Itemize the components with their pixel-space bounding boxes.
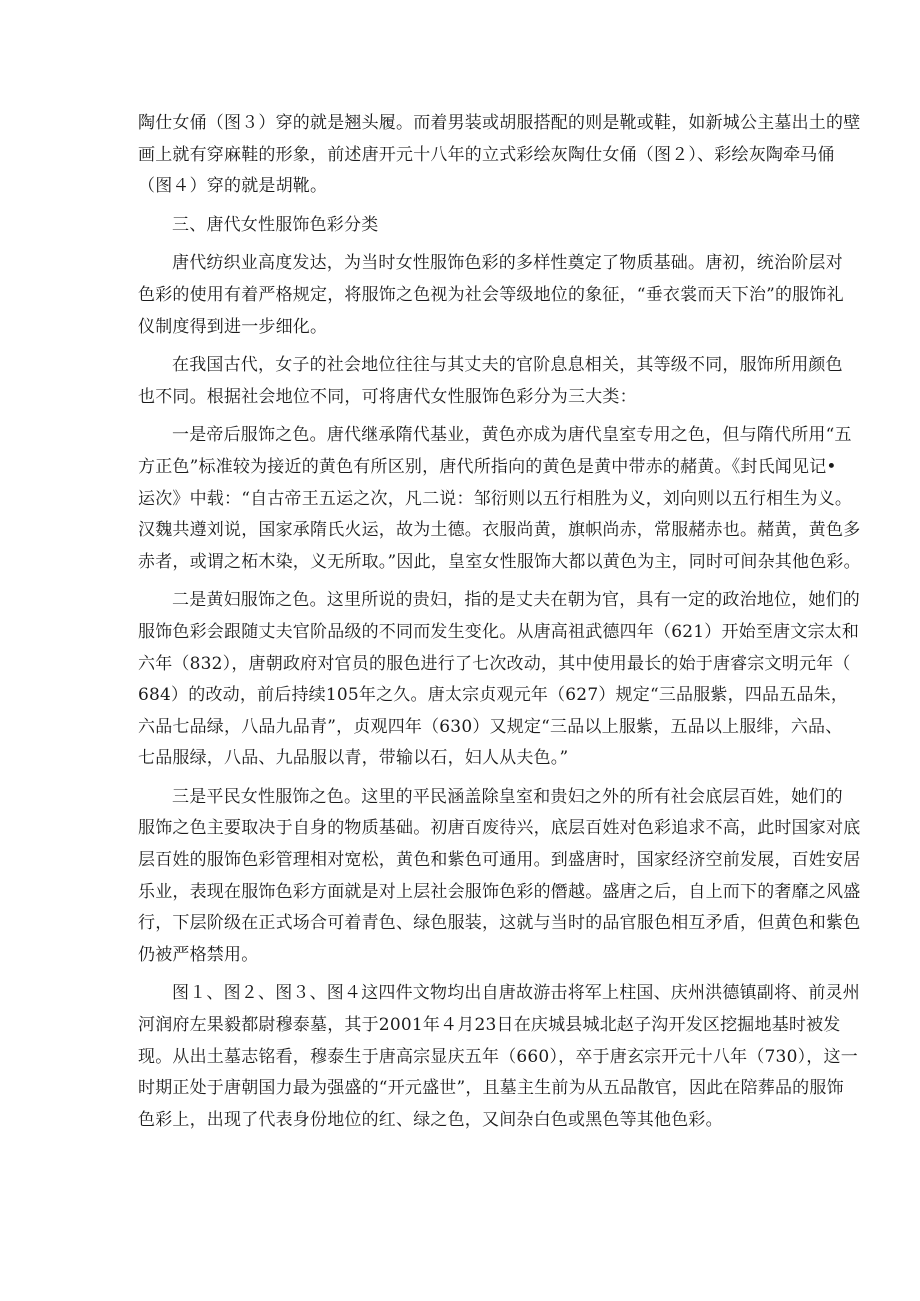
text-line: 六品七品绿，八品九品青”，贞观四年（630）又规定“三品以上服紫，五品以上服绯，六品、 [138,716,843,737]
document-page [138,108,861,1143]
paragraph-commoner-colors [138,782,861,972]
paragraph-textile [138,248,844,343]
text-line: 在我国古代，女子的社会地位往往与其丈夫的官阶息息相关，其等级不同，服饰所用颜色 [172,355,843,376]
text-line: 现。从出土墓志铭看，穆泰生于唐高宗显庆五年（660），卒于唐玄宗开元十八年（730），这一 [138,1046,858,1067]
text-line: 仍被严格禁用。 [138,944,259,965]
paragraph-artifacts [138,978,860,1136]
paragraph-social-status [138,350,843,413]
text-line: 一是帝后服饰之色。唐代继承隋代基业，黄色亦成为唐代皇室专用之色，但与隋代所用“五 [172,425,852,446]
text-line: 色彩的使用有着严格规定，将服饰之色视为社会等级地位的象征，“垂衣裳而天下治”的服饰礼 [138,284,844,305]
text-line: 时期正处于唐朝国力最为强盛的“开元盛世”，且墓主生前为从五品散官，因此在陪葬品的服饰 [138,1078,844,1099]
section-heading [138,210,784,242]
text-line: 六年（832），唐朝政府对官员的服色进行了七次改动，其中使用最长的始于唐睿宗文明元年（ [138,653,851,674]
text-line: 层百姓的服饰色彩管理相对宽松，黄色和紫色可通用。到盛唐时，国家经济空前发展，百姓安居 [138,850,861,871]
text-line: 赤者，或谓之柘木染，义无所取。”因此，皇室女性服饰大都以黄色为主，同时可间杂其他色彩。 [138,551,861,572]
text-line: 仪制度得到进一步细化。 [138,316,328,337]
text-line: 三是平民女性服饰之色。这里的平民涵盖除皇室和贵妇之外的所有社会底层百姓，她们的 [172,786,843,807]
text-line: 唐代纺织业高度发达，为当时女性服饰色彩的多样性奠定了物质基础。唐初，统治阶层对 [172,253,843,274]
text-line: 乐业，表现在服饰色彩方面就是对上层社会服饰色彩的僭越。盛唐之后，自上而下的奢靡之风盛 [138,881,861,902]
text-line: （图４）穿的就是胡靴。 [138,176,328,197]
text-line: 陶仕女俑（图３）穿的就是翘头履。而着男装或胡服搭配的则是靴或鞋，如新城公主墓出土的壁 [138,113,861,133]
paragraph-continuation [138,108,861,203]
text-line: 运次》中载：“自古帝王五运之次，凡二说：邹衍则以五行相胜为义，刘向则以五行相生为义。 [138,488,853,509]
text-line: 服饰之色主要取决于自身的物质基础。初唐百废待兴，底层百姓对色彩追求不高，此时国家对底 [138,818,861,839]
text-line: 画上就有穿麻鞋的形象，前述唐开元十八年的立式彩绘灰陶仕女俑（图２）、彩绘灰陶牵马俑 [138,144,835,165]
section-heading-text: 三、唐代女性服饰色彩分类 [172,214,379,235]
text-line: 汉魏共遵刘说，国家承隋氏火运，故为土德。衣服尚黄，旗帜尚赤，常服赭赤也。赭黄，黄色多 [138,520,861,541]
text-line: 图１、图２、图３、图４这四件文物均出自唐故游击将军上柱国、庆州洪德镇副将、前灵州 [172,983,860,1004]
paragraph-noblewomen-colors [138,585,860,775]
text-line: 服饰色彩会跟随丈夫官阶品级的不同而发生变化。从唐高祖武德四年（621）开始至唐文宗太和 [138,621,860,642]
text-line: 也不同。根据社会地位不同，可将唐代女性服饰色彩分为三大类： [138,386,637,407]
text-line: 方正色”标准较为接近的黄色有所区别，唐代所指向的黄色是黄中带赤的赭黄。《封氏闻见记• [138,456,837,477]
text-line: 色彩上，出现了代表身份地位的红、绿之色，又间杂白色或黑色等其他色彩。 [138,1109,723,1130]
text-line: 七品服绿，八品、九品服以青，带输以石，妇人从夫色。” [138,748,569,769]
text-line: 二是黄妇服饰之色。这里所说的贵妇，指的是丈夫在朝为官，具有一定的政治地位，她们的 [172,590,860,611]
text-line: 行，下层阶级在正式场合可着青色、绿色服装，这就与当时的品官服色相互矛盾，但黄色和紫色 [138,913,861,934]
text-line: 河润府左果毅都尉穆泰墓，其于2001年４月23日在庆城县城北赵子沟开发区挖掘地基时被发 [138,1015,841,1036]
text-line: 684）的改动，前后持续105年之久。唐太宗贞观元年（627）规定“三品服紫，四品五品朱， [138,685,849,706]
paragraph-imperial-colors [138,420,861,578]
